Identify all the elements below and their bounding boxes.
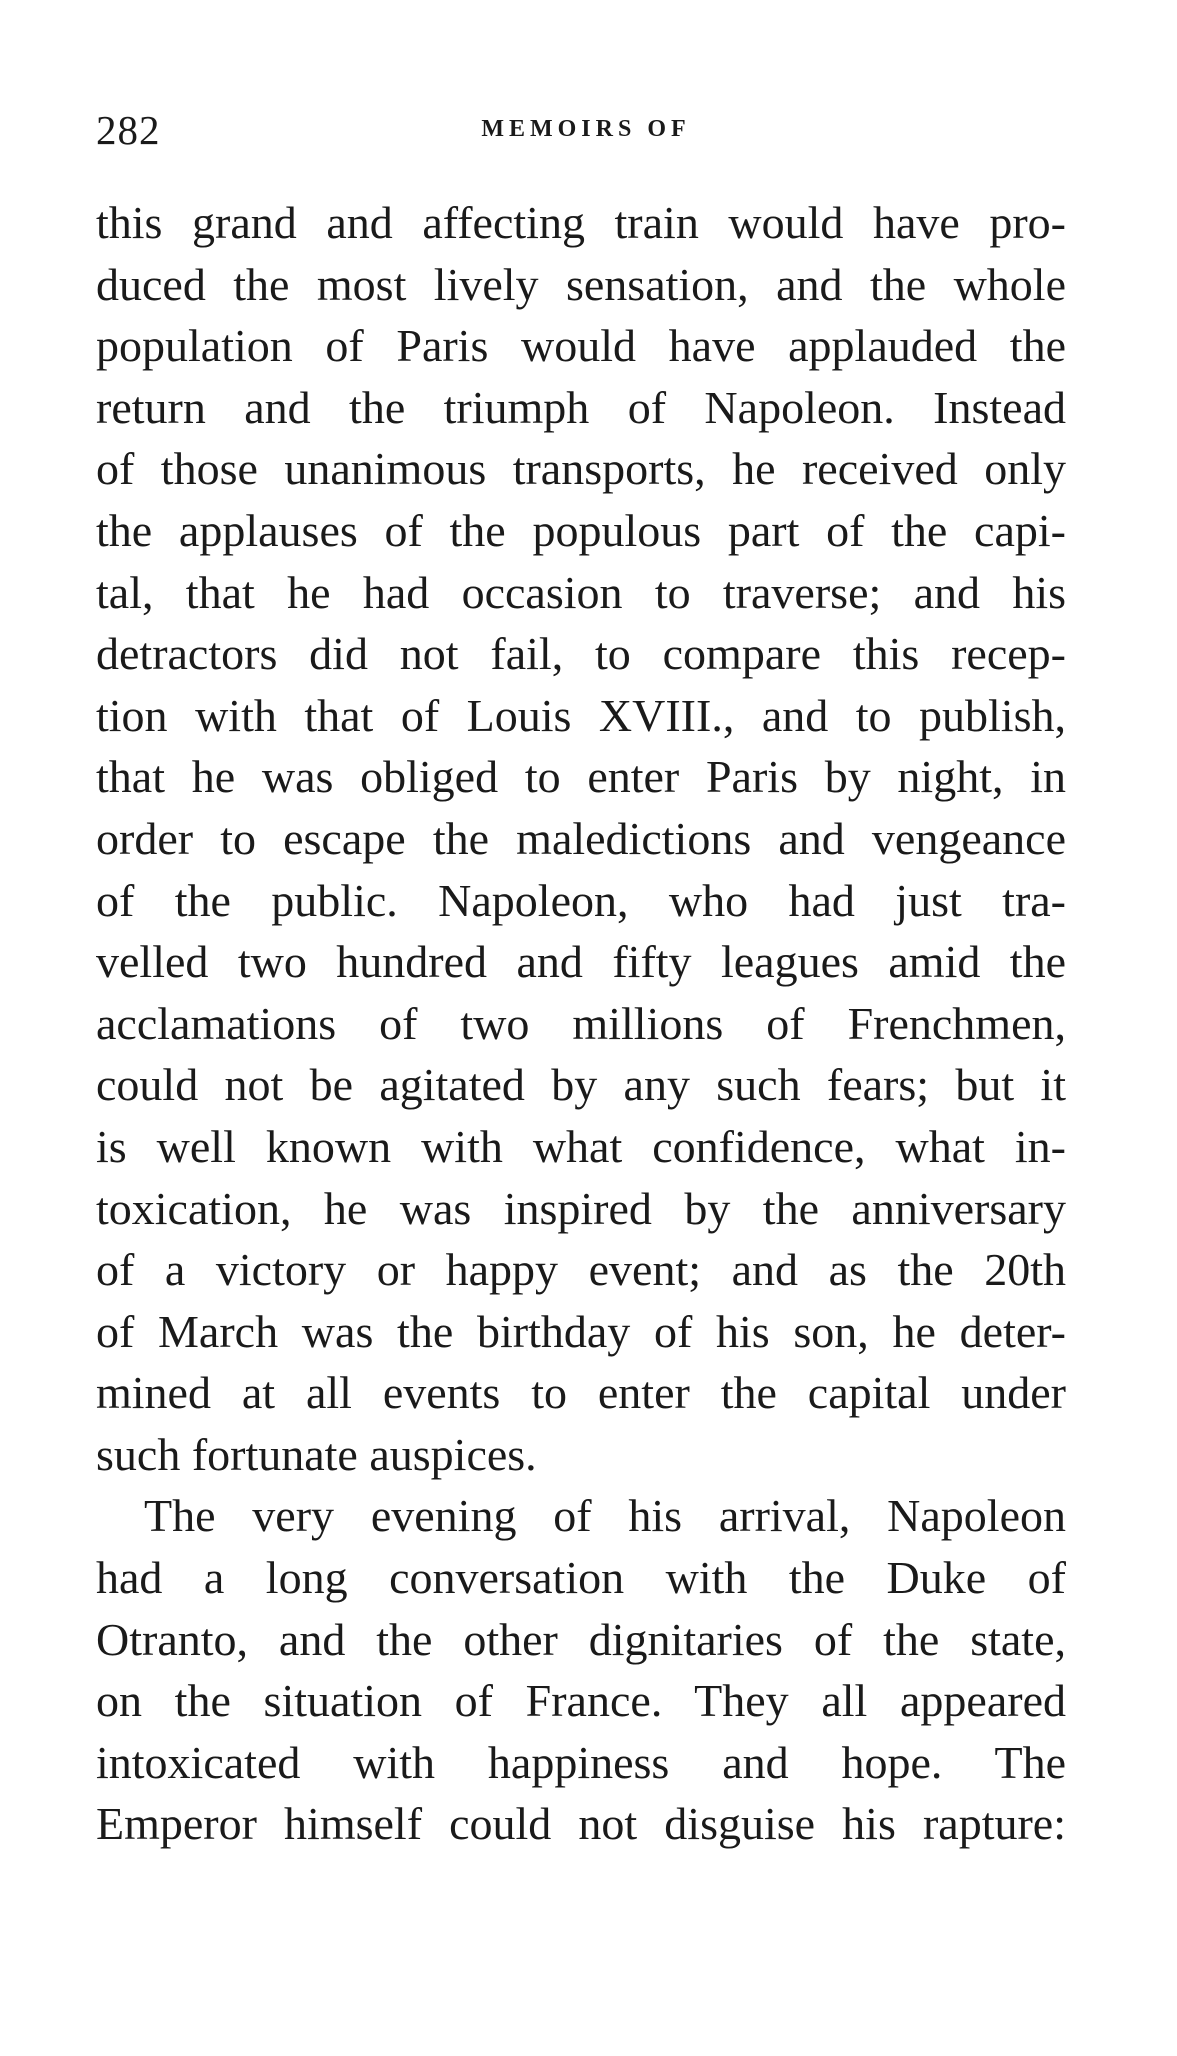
text-line: detractors did not fail, to compare this recep- xyxy=(96,628,1066,680)
text-line: on the situation of France. They all appeared xyxy=(96,1675,1066,1727)
text-line: is well known with what confidence, what in- xyxy=(96,1120,1066,1172)
text-line: order to escape the maledictions and vengeance xyxy=(96,812,1066,864)
text-line: return and the triumph of Napoleon. Instead xyxy=(96,381,1066,433)
text-line: this grand and affecting train would have pro- xyxy=(96,197,1066,248)
page-number: 282 xyxy=(96,107,161,153)
running-title: MEMOIRS OF xyxy=(481,116,691,142)
paragraph-1 xyxy=(96,192,1066,1485)
text-line: that he was obliged to enter Paris by night, in xyxy=(96,751,1066,803)
text-line: the applauses of the populous part of the capi- xyxy=(96,504,1066,556)
text-line: of a victory or happy event; and as the 20th xyxy=(96,1244,1066,1296)
text-line: The very evening of his arrival, Napoleon xyxy=(144,1490,1066,1542)
text-line: such fortunate auspices. xyxy=(96,1428,537,1480)
text-line: Otranto, and the other dignitaries of the state, xyxy=(96,1613,1066,1665)
text-line: duced the most lively sensation, and the whole xyxy=(96,258,1066,310)
text-line: mined at all events to enter the capital under xyxy=(96,1367,1066,1419)
text-line: of March was the birthday of his son, he deter- xyxy=(96,1305,1066,1357)
text-line: population of Paris would have applauded the xyxy=(96,320,1066,372)
text-line: could not be agitated by any such fears; but it xyxy=(96,1059,1066,1111)
text-line: of the public. Napoleon, who had just tra- xyxy=(96,874,1066,926)
text-line: tion with that of Louis XVIII., and to publish, xyxy=(96,689,1066,741)
paragraph-2 xyxy=(96,1485,1066,1855)
running-head xyxy=(96,100,1066,160)
text-line: of those unanimous transports, he received only xyxy=(96,443,1066,495)
text-line: toxication, he was inspired by the anniversary xyxy=(96,1182,1066,1234)
body-text xyxy=(96,192,1066,1855)
text-line: Emperor himself could not disguise his rapture: xyxy=(96,1798,1066,1850)
text-line: had a long conversation with the Duke of xyxy=(96,1552,1066,1604)
text-line: acclamations of two millions of Frenchmen, xyxy=(96,997,1066,1049)
text-line: tal, that he had occasion to traverse; and his xyxy=(96,566,1066,618)
text-line: velled two hundred and fifty leagues amid the xyxy=(96,936,1066,988)
text-line: intoxicated with happiness and hope. The xyxy=(96,1736,1066,1788)
